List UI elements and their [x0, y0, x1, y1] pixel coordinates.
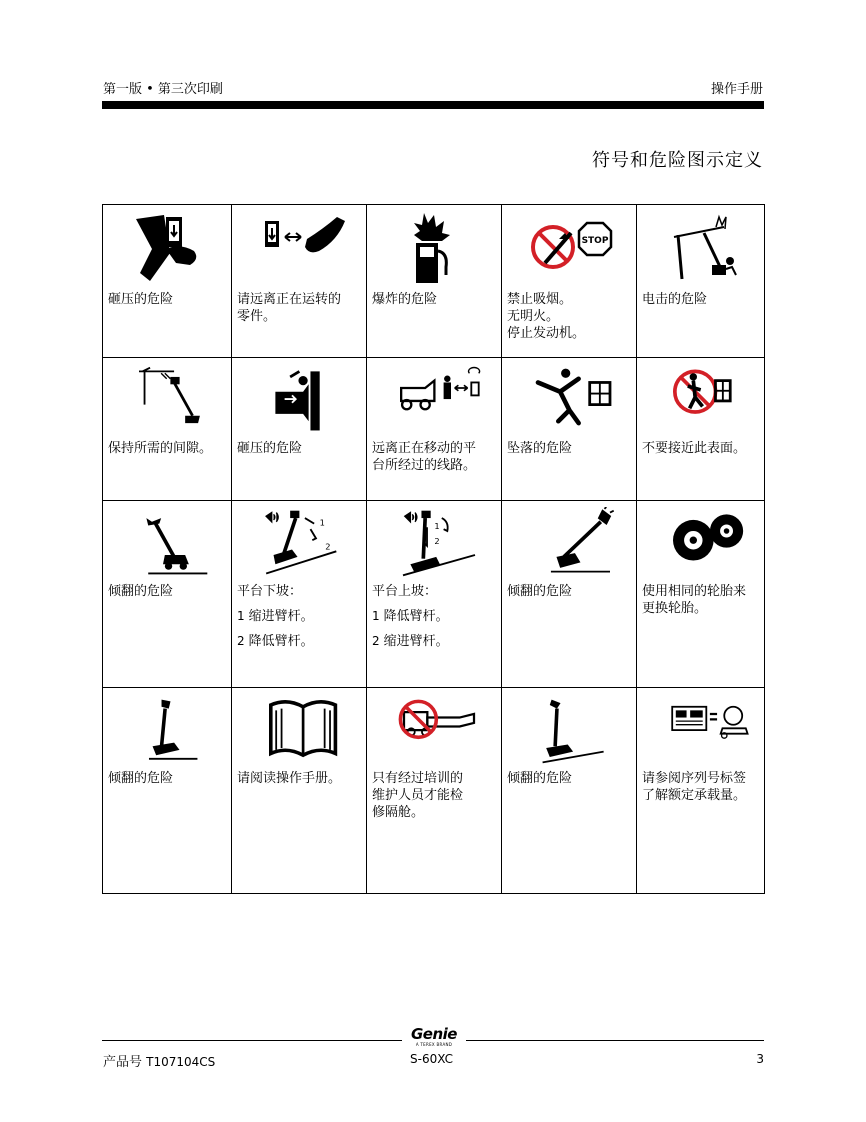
symbol-caption: 砸压的危险	[108, 292, 174, 307]
step-number: 1	[372, 609, 380, 623]
step-text: 缩进臂杆。	[383, 634, 449, 649]
part-number-label: 产品号	[103, 1055, 143, 1070]
uphill-boom-icon	[394, 507, 484, 579]
footer-rule-right	[466, 1040, 764, 1041]
electrocution-icon	[664, 209, 754, 287]
symbol-caption: 维护人员才能检	[372, 788, 464, 803]
downhill-boom-icon	[259, 507, 349, 579]
symbol-cell	[637, 501, 765, 688]
moving-machine-path-icon	[394, 364, 484, 436]
symbol-cell	[502, 205, 637, 358]
symbol-caption: 倾翻的危险	[108, 584, 174, 599]
moving-parts-hand-icon	[259, 209, 349, 287]
svg-text:2: 2	[434, 535, 440, 546]
manual-book-icon	[259, 696, 349, 766]
symbol-table	[102, 204, 765, 894]
symbol-caption: 停止发动机。	[507, 326, 586, 341]
clearance-powerline-icon	[130, 364, 220, 436]
symbol-caption: 零件。	[237, 309, 277, 324]
step-number: 2	[372, 634, 380, 648]
table-row	[103, 501, 765, 688]
step-item	[237, 608, 361, 625]
symbol-caption: 平台下坡：	[237, 584, 303, 599]
step-item	[237, 633, 361, 650]
header-rule	[102, 101, 764, 109]
footer-part-number	[103, 1051, 215, 1070]
brand-wordmark: Genie	[411, 1025, 457, 1043]
symbol-cell	[103, 688, 232, 894]
symbol-caption: 倾翻的危险	[108, 771, 174, 786]
serial-label-icon	[664, 696, 754, 766]
brand-logo	[405, 1025, 463, 1047]
symbol-cell	[367, 501, 502, 688]
footer-model: S-60XC	[410, 1052, 453, 1066]
symbol-caption: 使用相同的轮胎来	[642, 584, 747, 599]
symbol-cell	[637, 358, 765, 501]
symbol-cell	[232, 358, 367, 501]
symbol-cell	[232, 205, 367, 358]
symbol-caption: 倾翻的危险	[507, 584, 573, 599]
tipover-ramp-icon	[529, 696, 619, 766]
symbol-cell	[502, 688, 637, 894]
symbol-cell	[367, 688, 502, 894]
no-contact-surface-icon	[664, 364, 754, 436]
step-number: 1	[237, 609, 245, 623]
symbol-caption: 只有经过培训的	[372, 771, 464, 786]
symbol-caption: 请阅读操作手册。	[237, 771, 342, 786]
symbol-caption: 平台上坡：	[372, 584, 438, 599]
symbol-caption: 修隔舱。	[372, 805, 425, 820]
symbol-caption: 保持所需的间隙。	[108, 441, 213, 456]
step-text: 降低臂杆。	[383, 609, 449, 624]
table-row	[103, 358, 765, 501]
table-row	[103, 688, 765, 894]
symbol-caption: 坠落的危险	[507, 441, 573, 456]
symbol-caption: 台所经过的线路。	[372, 458, 477, 473]
symbol-caption: 倾翻的危险	[507, 771, 573, 786]
symbol-caption: 请参阅序列号标签	[642, 771, 747, 786]
header-edition: 第一版 • 第三次印刷	[103, 82, 223, 97]
symbol-caption: 了解额定承载量。	[642, 788, 747, 803]
symbol-caption: 更换轮胎。	[642, 601, 708, 616]
symbol-cell	[637, 688, 765, 894]
explosion-fuel-pump-icon	[394, 209, 484, 287]
symbol-cell	[103, 501, 232, 688]
no-service-icon	[394, 696, 484, 766]
symbol-caption: 爆炸的危险	[372, 292, 438, 307]
step-text: 缩进臂杆。	[248, 609, 314, 624]
tipover-vertical-icon	[130, 696, 220, 766]
symbol-caption: 无明火。	[507, 309, 560, 324]
symbol-cell	[232, 501, 367, 688]
symbol-cell	[502, 358, 637, 501]
symbol-caption: 砸压的危险	[237, 441, 303, 456]
section-title: 符号和危险图示定义	[592, 150, 763, 171]
no-smoking-stop-icon	[529, 209, 619, 287]
step-item	[372, 633, 496, 650]
symbol-cell	[103, 205, 232, 358]
falling-person-icon	[529, 364, 619, 436]
tipover-boom-icon	[130, 507, 220, 579]
tipover-slope-icon	[529, 507, 619, 579]
step-text: 降低臂杆。	[248, 634, 314, 649]
header-manual-title: 操作手册	[710, 82, 763, 97]
step-item	[372, 608, 496, 625]
page-number: 3	[756, 1052, 764, 1066]
symbol-caption: 请远离正在运转的	[237, 292, 342, 307]
symbol-cell	[232, 688, 367, 894]
svg-text:STOP: STOP	[581, 236, 609, 246]
symbol-caption: 禁止吸烟。	[507, 292, 573, 307]
symbol-caption: 不要接近此表面。	[642, 441, 747, 456]
symbol-caption: 电击的危险	[642, 292, 708, 307]
symbol-cell	[103, 358, 232, 501]
symbol-cell	[367, 358, 502, 501]
table-row	[103, 205, 765, 358]
symbol-cell	[502, 501, 637, 688]
footer-rule-left	[102, 1040, 402, 1041]
symbol-cell	[367, 205, 502, 358]
crush-body-icon	[259, 364, 349, 436]
svg-text:1: 1	[319, 517, 325, 528]
crush-hand-icon	[130, 209, 220, 287]
brand-tagline: A TEREX BRAND	[415, 1042, 453, 1047]
svg-text:2: 2	[325, 541, 331, 552]
symbol-caption: 远离正在移动的平	[372, 441, 477, 456]
symbol-cell	[637, 205, 765, 358]
part-number-value: T107104CS	[146, 1055, 216, 1069]
step-number: 2	[237, 634, 245, 648]
svg-text:1: 1	[434, 521, 440, 532]
tire-replace-icon	[664, 507, 754, 579]
